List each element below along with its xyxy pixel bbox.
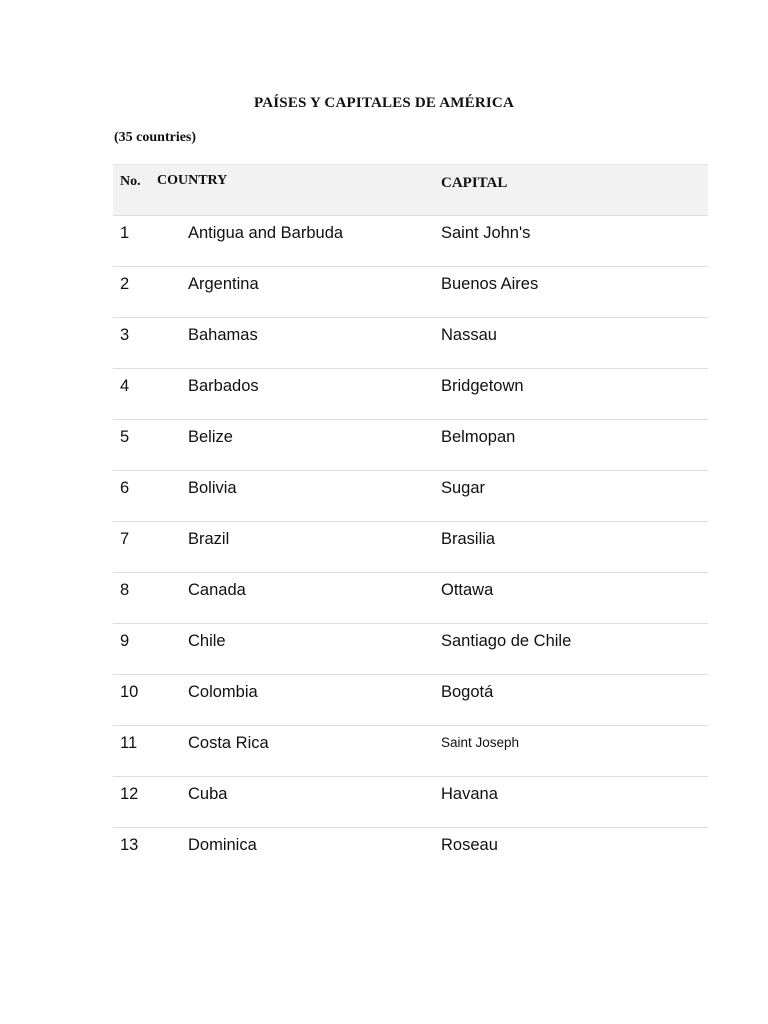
cell-no: 2	[120, 275, 130, 293]
cell-no: 4	[120, 377, 130, 395]
cell-capital: Saint Joseph	[441, 735, 520, 750]
cell-country: Argentina	[188, 275, 259, 293]
cell-country: Barbados	[188, 377, 259, 395]
document-title: PAÍSES Y CAPITALES DE AMÉRICA	[253, 95, 514, 111]
table-row	[113, 522, 708, 573]
cell-country: Colombia	[188, 683, 258, 701]
cell-capital: Saint John's	[441, 224, 531, 242]
document-subtitle: (35 countries)	[114, 130, 197, 145]
cell-no: 7	[120, 530, 130, 548]
cell-capital: Roseau	[441, 836, 498, 854]
cell-country: Chile	[188, 632, 226, 650]
table-row	[113, 369, 708, 420]
table-row	[113, 573, 708, 624]
cell-capital: Belmopan	[441, 428, 516, 446]
table-header-row	[113, 164, 708, 216]
cell-no: 3	[120, 326, 130, 344]
table-row	[113, 318, 708, 369]
cell-capital: Nassau	[441, 326, 497, 344]
cell-country: Costa Rica	[188, 734, 269, 752]
cell-country: Dominica	[188, 836, 257, 854]
cell-capital: Sugar	[441, 479, 486, 497]
cell-capital: Buenos Aires	[441, 275, 539, 293]
table-row	[113, 420, 708, 471]
cell-no: 13	[120, 836, 139, 854]
cell-capital: Bridgetown	[441, 377, 524, 395]
table-row	[113, 777, 708, 828]
table-row	[113, 267, 708, 318]
cell-country: Cuba	[188, 785, 228, 803]
cell-no: 5	[120, 428, 130, 446]
cell-no: 11	[120, 734, 138, 752]
header-no: No.	[120, 174, 141, 189]
cell-no: 1	[120, 224, 130, 242]
table-row	[113, 828, 708, 878]
table-row	[113, 624, 708, 675]
cell-capital: Santiago de Chile	[441, 632, 572, 650]
cell-country: Brazil	[188, 530, 230, 548]
cell-no: 10	[120, 683, 139, 701]
table-row	[113, 675, 708, 726]
cell-capital: Bogotá	[441, 683, 494, 701]
cell-country: Antigua and Barbuda	[188, 224, 344, 242]
cell-no: 6	[120, 479, 130, 497]
countries-table	[113, 164, 708, 878]
cell-capital: Brasilia	[441, 530, 496, 548]
header-country: COUNTRY	[157, 173, 228, 188]
cell-country: Bolivia	[188, 479, 237, 497]
cell-capital: Ottawa	[441, 581, 494, 599]
cell-no: 12	[120, 785, 139, 803]
cell-capital: Havana	[441, 785, 498, 803]
cell-no: 9	[120, 632, 130, 650]
cell-country: Canada	[188, 581, 246, 599]
header-capital: CAPITAL	[441, 175, 508, 191]
table-row	[113, 216, 708, 267]
table-row	[113, 726, 708, 777]
cell-no: 8	[120, 581, 130, 599]
table-row	[113, 471, 708, 522]
cell-country: Belize	[188, 428, 233, 446]
cell-country: Bahamas	[188, 326, 258, 344]
